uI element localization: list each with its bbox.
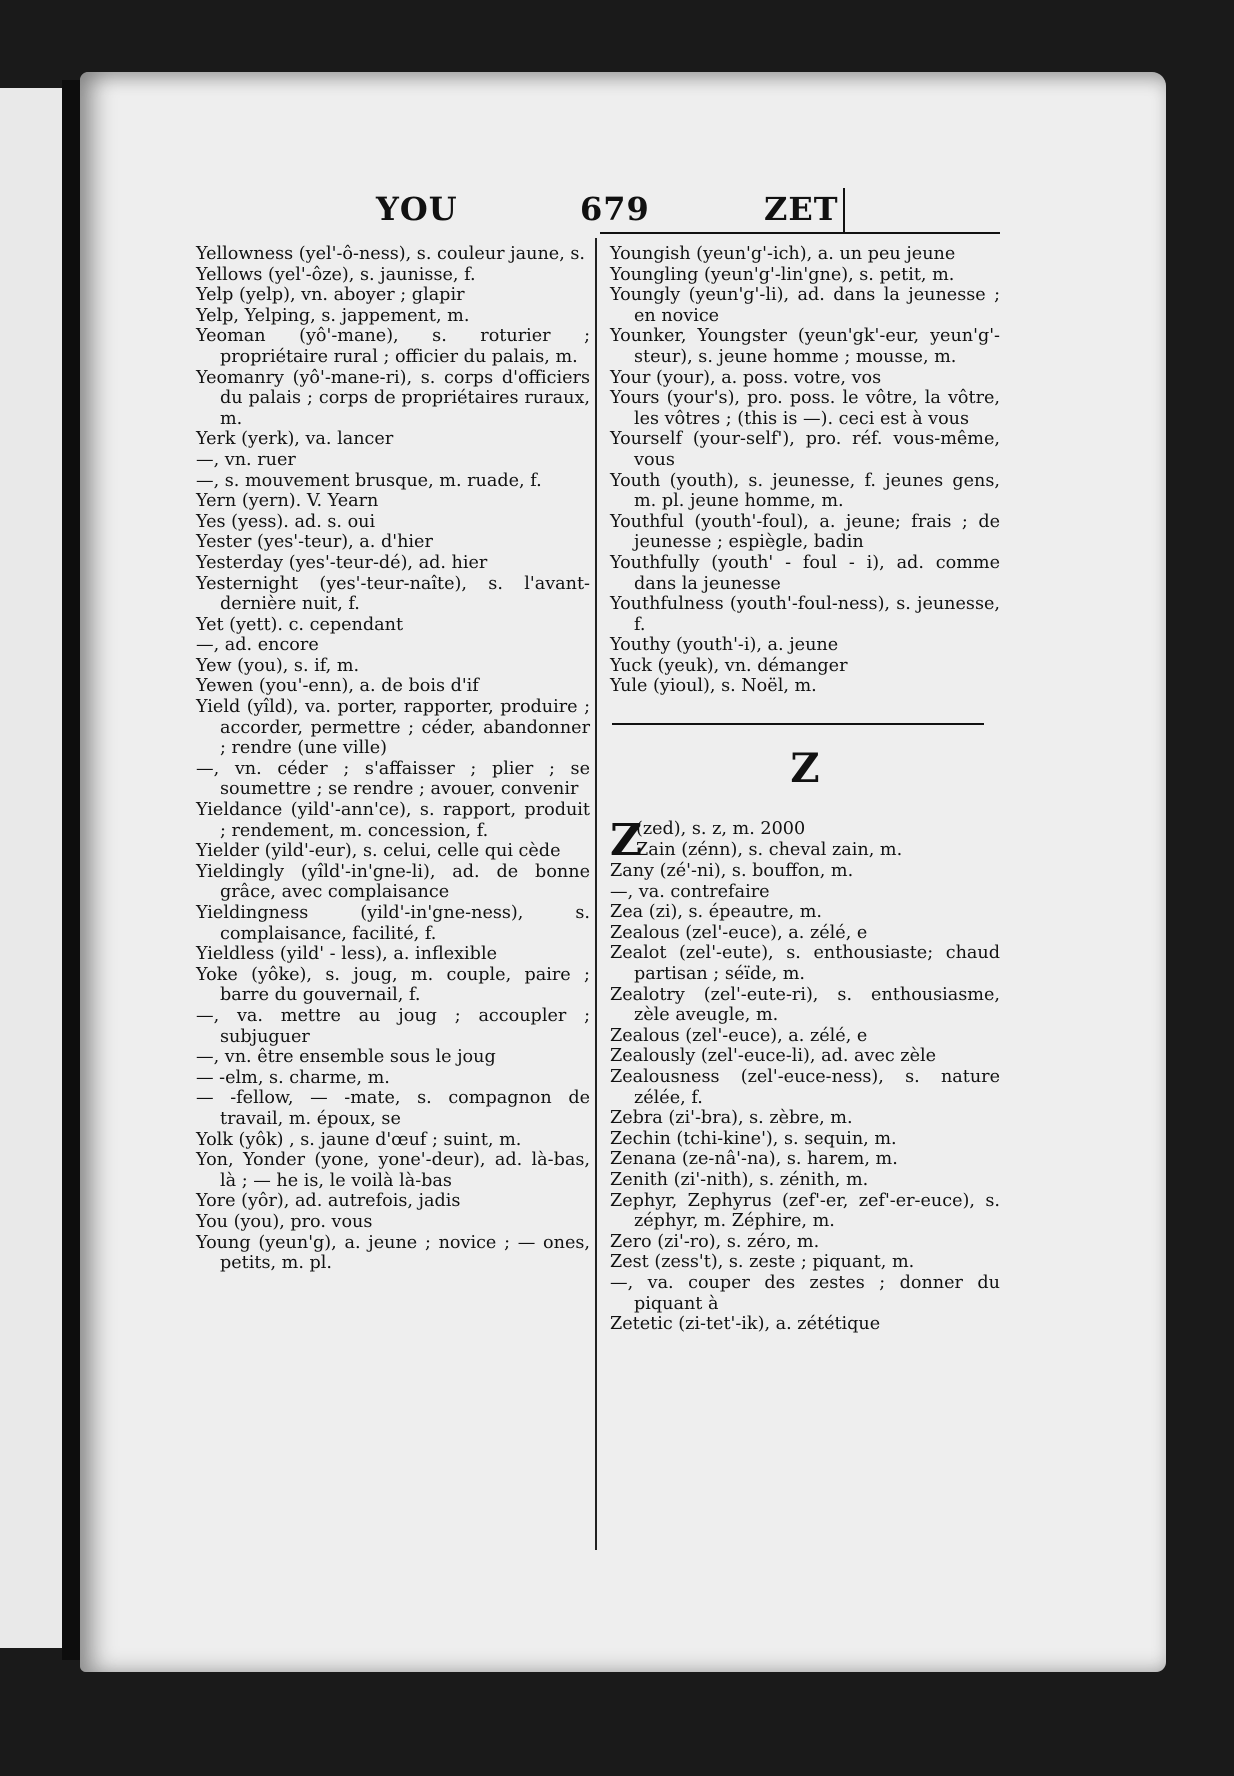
dictionary-entry: Yore (yôr), ad. autrefois, jadis xyxy=(196,1191,461,1212)
dictionary-entry: —, vn. ruer xyxy=(196,449,296,470)
dictionary-entry: — -fellow, — -mate, s. compagnon de travail, m. époux, se xyxy=(196,1088,590,1129)
dictionary-entry: Zebra (zi'-bra), s. zèbre, m. xyxy=(610,1108,853,1129)
dictionary-entry: Yule (yioul), s. Noël, m. xyxy=(610,676,817,697)
left-column xyxy=(196,244,590,1274)
dictionary-entry: Yieldless (yild' - less), a. inflexible xyxy=(196,944,497,965)
dictionary-entry: —, ad. encore xyxy=(196,635,319,656)
dictionary-entry: Yeoman (yô'-mane), s. roturier ; propriétaire rural ; officier du palais, m. xyxy=(196,326,590,367)
dictionary-entry: Yolk (yôk) , s. jaune d'œuf ; suint, m. xyxy=(196,1129,522,1150)
dictionary-entry: Zany (zé'-ni), s. bouffon, m. xyxy=(610,861,854,882)
dictionary-entry: Yuck (yeuk), vn. démanger xyxy=(610,655,848,676)
dictionary-entry: Yours (your's), pro. poss. le vôtre, la vôtre, les vôtres ; (this is —). ceci est à vous xyxy=(610,388,1000,429)
section-letter-heading: Z xyxy=(790,745,820,793)
dictionary-entry: Young (yeun'g), a. jeune ; novice ; — ones, petits, m. pl. xyxy=(196,1232,590,1274)
header-tick-mark xyxy=(843,188,845,232)
dictionary-entry: Yeomanry (yô'-mane-ri), s. corps d'officiers du palais ; corps de propriétaires ruraux, m. xyxy=(196,367,590,429)
dictionary-entry: Yesterday (yes'-teur-dé), ad. hier xyxy=(196,552,488,573)
dictionary-entry: Yieldance (yild'-ann'ce), s. rapport, produit ; rendement, m. concession, f. xyxy=(196,800,590,841)
dictionary-entry: Yelp (yelp), vn. aboyer ; glapir xyxy=(196,285,465,306)
dictionary-entry: Youngling (yeun'g'-lin'gne), s. petit, m. xyxy=(610,264,955,285)
dictionary-entry: Yellowness (yel'-ô-ness), s. couleur jaune, s. xyxy=(196,244,585,264)
dictionary-entry: Yieldingly (yîld'-in'gne-li), ad. de bonne grâce, avec complaisance xyxy=(196,861,590,903)
dictionary-entry: Zealousness (zel'-euce-ness), s. nature zélée, f. xyxy=(610,1067,1000,1108)
dictionary-entry: —, vn. être ensemble sous le joug xyxy=(196,1047,496,1068)
dictionary-entry: Zealous (zel'-euce), a. zélé, e xyxy=(610,922,868,943)
dictionary-entry: Zephyr, Zephyrus (zef'-er, zef'-er-euce), s. zéphyr, m. Zéphire, m. xyxy=(610,1190,1000,1232)
dictionary-entry: —, vn. céder ; s'affaisser ; plier ; se soumettre ; se rendre ; avouer, convenir xyxy=(196,758,590,800)
dictionary-entry: Zechin (tchi-kine'), s. sequin, m. xyxy=(610,1128,897,1149)
dictionary-entry: Yielder (yild'-eur), s. celui, celle qui cède xyxy=(196,841,561,862)
letter-z-entry xyxy=(610,815,1000,867)
dictionary-entry: Zea (zi), s. épeautre, m. xyxy=(610,902,823,923)
facing-page-edge xyxy=(0,88,70,1648)
dictionary-entry: Yew (you), s. if, m. xyxy=(196,655,360,676)
drop-cap-letter: Z xyxy=(610,815,643,867)
dictionary-entry: Youthfully (youth' - foul - i), ad. comme dans la jeunesse xyxy=(610,552,1000,594)
right-column xyxy=(610,244,1000,1335)
dictionary-entry: Yourself (your-self'), pro. réf. vous-même, vous xyxy=(610,429,1000,470)
dictionary-entry: Yieldingness (yild'-in'gne-ness), s. complaisance, facilité, f. xyxy=(196,903,590,944)
dictionary-entry: Youngish (yeun'g'-ich), a. un peu jeune xyxy=(610,244,956,264)
dictionary-entry: Zain (zénn), s. cheval zain, m. xyxy=(636,839,903,860)
dictionary-entry: Yield (yîld), va. porter, rapporter, produire ; accorder, permettre ; céder, abandonner ; rendre (une ville) xyxy=(196,697,590,759)
dictionary-entry: Zest (zess't), s. zeste ; piquant, m. xyxy=(610,1252,915,1273)
dictionary-entry: Youthy (youth'-i), a. jeune xyxy=(610,635,839,656)
dictionary-entry: Yet (yett). c. cependant xyxy=(196,614,404,635)
header-rule xyxy=(600,232,1000,234)
dictionary-entry: —, va. mettre au joug ; accoupler ; subjuguer xyxy=(196,1005,590,1047)
page-number: 679 xyxy=(580,190,650,228)
dictionary-entry: —, s. mouvement brusque, m. ruade, f. xyxy=(196,470,542,491)
dictionary-entry: Yelp, Yelping, s. jappement, m. xyxy=(196,305,470,326)
dictionary-entry: Zealotry (zel'-eute-ri), s. enthousiasme, zèle aveugle, m. xyxy=(610,984,1000,1026)
dictionary-entry: Youth (youth), s. jeunesse, f. jeunes gens, m. pl. jeune homme, m. xyxy=(610,470,1000,512)
header-left-guide-word: YOU xyxy=(376,190,458,228)
dictionary-entry: (zed), s. z, m. 2000 xyxy=(636,819,806,840)
column-divider xyxy=(595,238,597,1550)
dictionary-entry: Yern (yern). V. Yearn xyxy=(196,491,379,512)
dictionary-entry: Yewen (you'-enn), a. de bois d'if xyxy=(196,676,479,697)
dictionary-entry: Yesternight (yes'-teur-naîte), s. l'avant-dernière nuit, f. xyxy=(196,573,590,615)
dictionary-entry: Yoke (yôke), s. joug, m. couple, paire ; barre du gouvernail, f. xyxy=(196,964,590,1006)
dictionary-entry: Yester (yes'-teur), a. d'hier xyxy=(196,532,433,553)
dictionary-entry: Yerk (yerk), va. lancer xyxy=(196,429,394,450)
dictionary-entry: Zealously (zel'-euce-li), ad. avec zèle xyxy=(610,1046,937,1067)
dictionary-entry: Zero (zi'-ro), s. zéro, m. xyxy=(610,1231,820,1252)
dictionary-entry: Youngly (yeun'g'-li), ad. dans la jeunesse ; en novice xyxy=(610,285,1000,326)
dictionary-entry: —, va. couper des zestes ; donner du piquant à xyxy=(610,1272,1000,1314)
dictionary-entry: You (you), pro. vous xyxy=(196,1211,373,1232)
dictionary-entry: Zetetic (zi-tet'-ik), a. zététique xyxy=(610,1314,881,1335)
running-header xyxy=(368,190,839,230)
header-right-guide-word: ZET xyxy=(764,190,839,228)
dictionary-entry: Yes (yess). ad. s. oui xyxy=(196,511,376,532)
dictionary-entry: Zenith (zi'-nith), s. zénith, m. xyxy=(610,1169,869,1190)
dictionary-entry: Zealous (zel'-euce), a. zélé, e xyxy=(610,1025,868,1046)
dictionary-entry: Zealot (zel'-eute), s. enthousiaste; chaud partisan ; séïde, m. xyxy=(610,943,1000,985)
dictionary-entry: Zenana (ze-nâ'-na), s. harem, m. xyxy=(610,1149,898,1170)
dictionary-entry: Youthfulness (youth'-foul-ness), s. jeunesse, f. xyxy=(610,594,1000,635)
section-separator xyxy=(612,723,984,725)
dictionary-entry: Yon, Yonder (yone, yone'-deur), ad. là-bas, là ; — he is, le voilà là-bas xyxy=(196,1150,590,1191)
dictionary-entry: Younker, Youngster (yeun'gk'-eur, yeun'g'-steur), s. jeune homme ; mousse, m. xyxy=(610,326,1000,367)
dictionary-entry: Yellows (yel'-ôze), s. jaunisse, f. xyxy=(196,264,476,285)
dictionary-entry: — -elm, s. charme, m. xyxy=(196,1067,390,1088)
dictionary-entry: Your (your), a. poss. votre, vos xyxy=(610,367,882,388)
dictionary-entry: —, va. contrefaire xyxy=(610,881,770,902)
dictionary-entry: Youthful (youth'-foul), a. jeune; frais ; de jeunesse ; espiègle, badin xyxy=(610,511,1000,553)
